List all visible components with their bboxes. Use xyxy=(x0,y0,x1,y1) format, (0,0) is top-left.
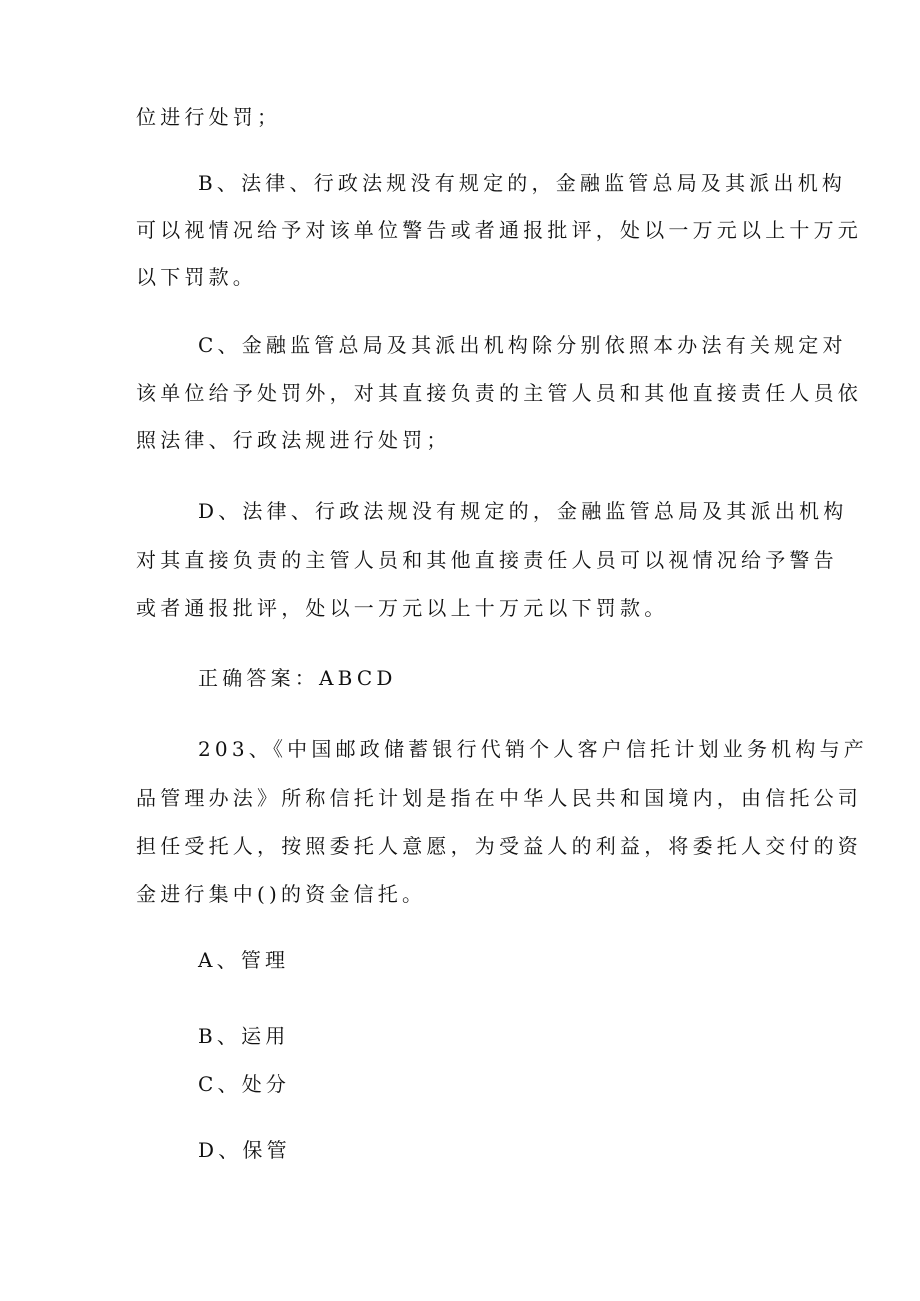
option-a: A、管理 xyxy=(198,948,290,972)
paragraph-line: B、法律、行政法规没有规定的，金融监管总局及其派出机构 xyxy=(198,171,847,195)
paragraph-line: 可以视情况给予对该单位警告或者通报批评，处以一万元以上十万元 xyxy=(136,218,862,242)
question-line: 品管理办法》所称信托计划是指在中华人民共和国境内，由信托公司 xyxy=(136,786,862,810)
paragraph-line: 或者通报批评，处以一万元以上十万元以下罚款。 xyxy=(136,596,669,620)
option-d: D、保管 xyxy=(198,1138,291,1162)
question-line: 203、《中国邮政储蓄银行代销个人客户信托计划业务机构与产 xyxy=(198,737,868,761)
paragraph-line: 以下罚款。 xyxy=(136,265,257,289)
option-b: B、运用 xyxy=(198,1024,290,1048)
question-line: 担任受托人，按照委托人意愿，为受益人的利益，将委托人交付的资 xyxy=(136,834,862,858)
paragraph-line: 照法律、行政法规进行处罚； xyxy=(136,428,451,452)
paragraph-line: 对其直接负责的主管人员和其他直接责任人员可以视情况给予警告 xyxy=(136,548,838,572)
paragraph-line: C、金融监管总局及其派出机构除分别依照本办法有关规定对 xyxy=(198,333,847,357)
paragraph-line: 该单位给予处罚外，对其直接负责的主管人员和其他直接责任人员依 xyxy=(136,381,862,405)
question-line: 金进行集中()的资金信托。 xyxy=(136,882,427,906)
option-c: C、处分 xyxy=(198,1072,291,1096)
answer-text: 正确答案：ABCD xyxy=(198,666,397,690)
continuation-line: 位进行处罚； xyxy=(136,105,282,129)
paragraph-line: D、法律、行政法规没有规定的，金融监管总局及其派出机构 xyxy=(198,499,848,523)
